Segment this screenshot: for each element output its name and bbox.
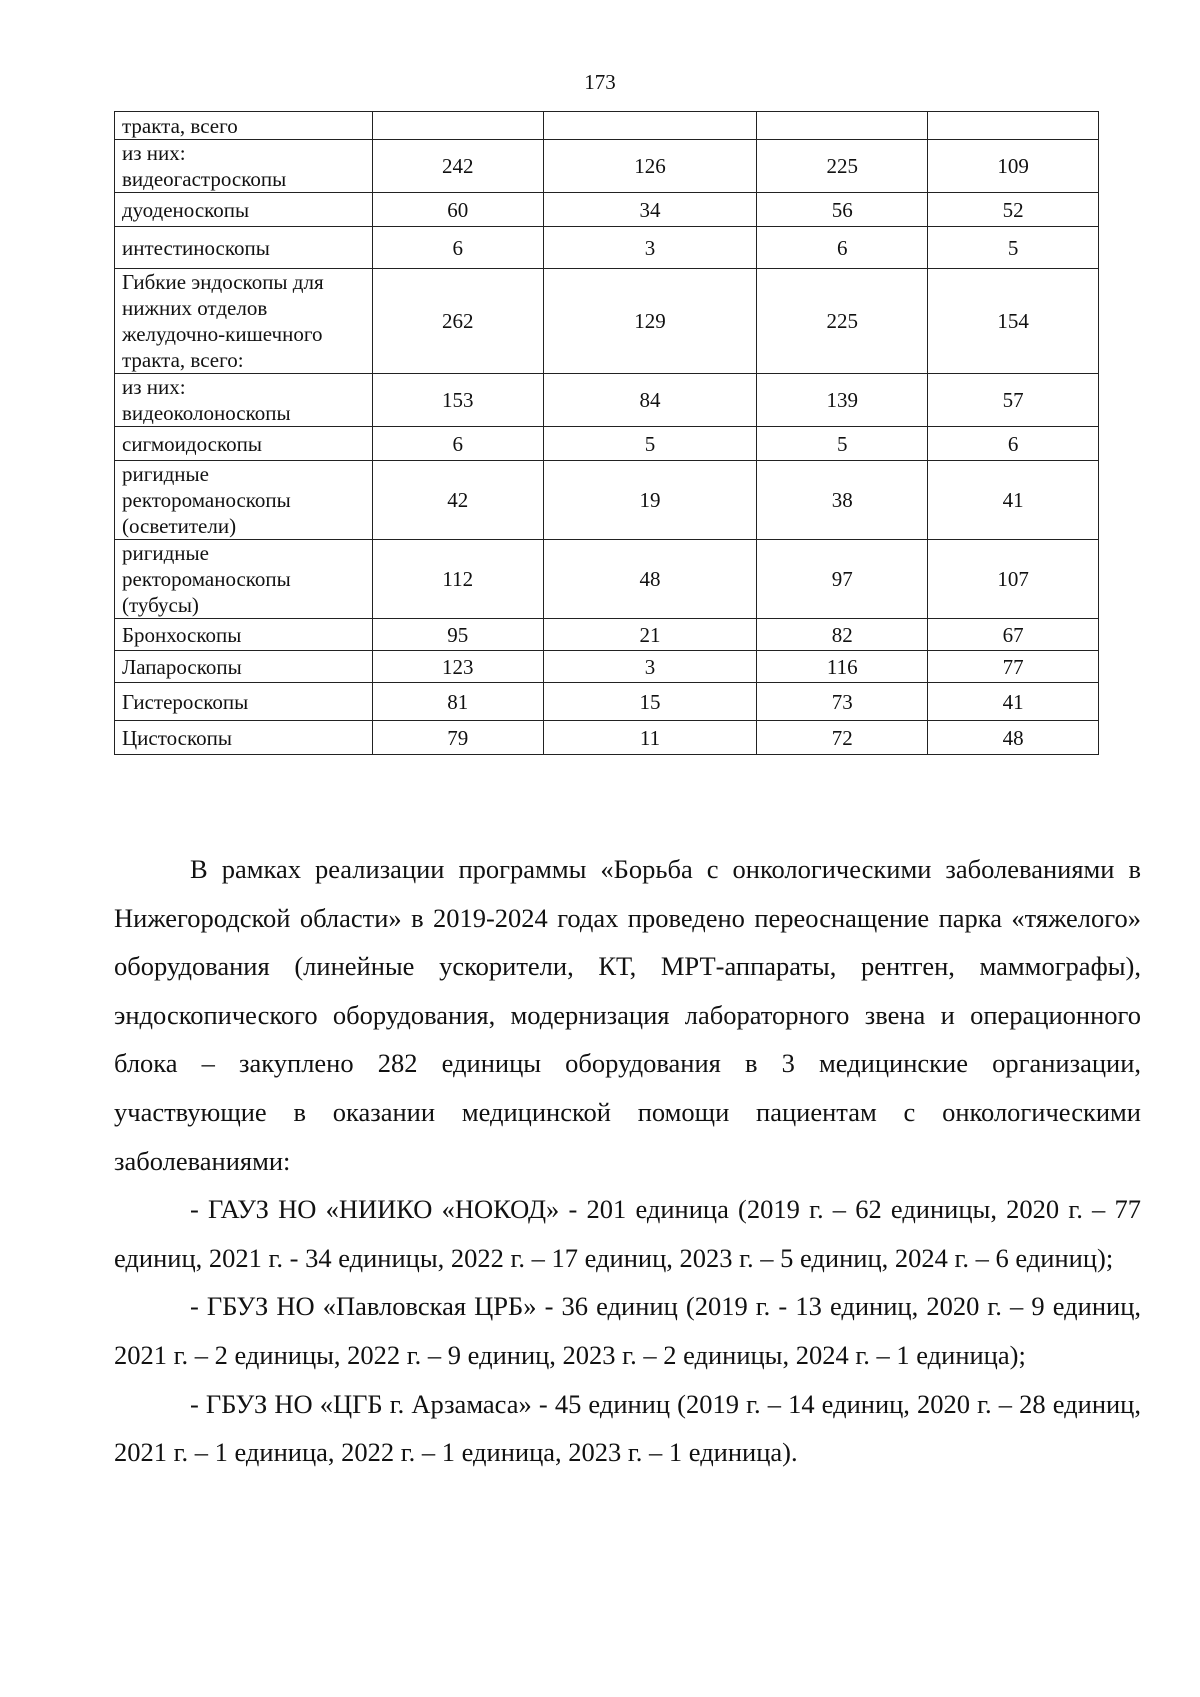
row-value: 34	[543, 193, 757, 227]
row-value: 3	[543, 651, 757, 683]
row-value: 5	[928, 227, 1099, 269]
row-label: Гибкие эндоскопы для нижних отделов желудочно-кишечного тракта, всего:	[115, 269, 373, 374]
row-value: 79	[372, 721, 543, 755]
row-value: 15	[543, 683, 757, 721]
row-label: Гистероскопы	[115, 683, 373, 721]
row-value: 112	[372, 540, 543, 619]
row-value	[543, 112, 757, 140]
row-value: 11	[543, 721, 757, 755]
row-value: 60	[372, 193, 543, 227]
row-value: 41	[928, 683, 1099, 721]
row-value: 21	[543, 619, 757, 651]
row-label: Цистоскопы	[115, 721, 373, 755]
row-value: 56	[757, 193, 928, 227]
row-value: 6	[372, 427, 543, 461]
table-row	[115, 721, 1099, 755]
table-row	[115, 683, 1099, 721]
row-value	[928, 112, 1099, 140]
row-value: 97	[757, 540, 928, 619]
paragraph-intro: В рамках реализации программы «Борьба с онкологическими заболеваниями в Нижегородской области» в 2019-2024 годах проведено переоснащение парка «тяжелого» оборудования (линейные ускорители, КТ, МРТ-аппараты, рентген, маммографы), эндоскопического оборудования, модернизация лабораторного звена и операционного блока – закуплено 282 единицы оборудования в 3 медицинские организации, участвующие в оказании медицинской помощи пациентам с онкологическими заболеваниями:	[114, 854, 1141, 1176]
row-value: 77	[928, 651, 1099, 683]
row-label: ригидные ректороманоскопы (осветители)	[115, 461, 373, 540]
row-value: 19	[543, 461, 757, 540]
table-row	[115, 619, 1099, 651]
row-label: из них: видеоколоноскопы	[115, 374, 373, 427]
row-value: 116	[757, 651, 928, 683]
table-row	[115, 427, 1099, 461]
row-label: из них: видеогастроскопы	[115, 140, 373, 193]
row-value: 81	[372, 683, 543, 721]
row-value: 41	[928, 461, 1099, 540]
row-value: 109	[928, 140, 1099, 193]
row-value: 67	[928, 619, 1099, 651]
row-label: Бронхоскопы	[115, 619, 373, 651]
paragraph-nokod: - ГАУЗ НО «НИИКО «НОКОД» - 201 единица (2019 г. – 62 единицы, 2020 г. – 77 единиц, 2021 г. - 34 единицы, 2022 г. – 17 единиц, 2023 г. – 5 единиц, 2024 г. – 6 единиц);	[114, 1194, 1141, 1273]
table-row	[115, 140, 1099, 193]
table-row	[115, 227, 1099, 269]
row-value: 95	[372, 619, 543, 651]
row-label: ригидные ректороманоскопы (тубусы)	[115, 540, 373, 619]
row-value: 129	[543, 269, 757, 374]
row-value: 73	[757, 683, 928, 721]
row-value: 84	[543, 374, 757, 427]
row-value: 139	[757, 374, 928, 427]
row-value: 38	[757, 461, 928, 540]
table-row	[115, 112, 1099, 140]
row-value: 6	[757, 227, 928, 269]
row-value: 225	[757, 269, 928, 374]
row-value: 42	[372, 461, 543, 540]
row-value: 48	[928, 721, 1099, 755]
table-row	[115, 269, 1099, 374]
row-value: 126	[543, 140, 757, 193]
row-label: дуоденоскопы	[115, 193, 373, 227]
row-value: 6	[928, 427, 1099, 461]
row-value: 57	[928, 374, 1099, 427]
row-label: сигмоидоскопы	[115, 427, 373, 461]
row-label: тракта, всего	[115, 112, 373, 140]
row-value: 52	[928, 193, 1099, 227]
row-value: 5	[543, 427, 757, 461]
paragraph-pavlovo: - ГБУЗ НО «Павловская ЦРБ» - 36 единиц (2019 г. - 13 единиц, 2020 г. – 9 единиц, 2021 г. – 2 единицы, 2022 г. – 9 единиц, 2023 г. – 2 единицы, 2024 г. – 1 единица);	[114, 1291, 1141, 1370]
equipment-table	[114, 111, 1099, 755]
page-number: 173	[584, 70, 616, 94]
table-row	[115, 193, 1099, 227]
table-row	[115, 540, 1099, 619]
row-value: 82	[757, 619, 928, 651]
row-value: 153	[372, 374, 543, 427]
row-label: Лапароскопы	[115, 651, 373, 683]
table-row	[115, 374, 1099, 427]
row-value	[372, 112, 543, 140]
row-value	[757, 112, 928, 140]
row-value: 242	[372, 140, 543, 193]
row-label: интестиноскопы	[115, 227, 373, 269]
row-value: 5	[757, 427, 928, 461]
row-value: 48	[543, 540, 757, 619]
table-row	[115, 461, 1099, 540]
body-text	[114, 845, 1141, 1477]
row-value: 72	[757, 721, 928, 755]
row-value: 262	[372, 269, 543, 374]
row-value: 107	[928, 540, 1099, 619]
row-value: 154	[928, 269, 1099, 374]
table-row	[115, 651, 1099, 683]
paragraph-arzamas: - ГБУЗ НО «ЦГБ г. Арзамаса» - 45 единиц (2019 г. – 14 единиц, 2020 г. – 28 единиц, 2021 г. – 1 единица, 2022 г. – 1 единица, 2023 г. – 1 единица).	[114, 1388, 1141, 1468]
row-value: 225	[757, 140, 928, 193]
row-value: 6	[372, 227, 543, 269]
row-value: 3	[543, 227, 757, 269]
row-value: 123	[372, 651, 543, 683]
